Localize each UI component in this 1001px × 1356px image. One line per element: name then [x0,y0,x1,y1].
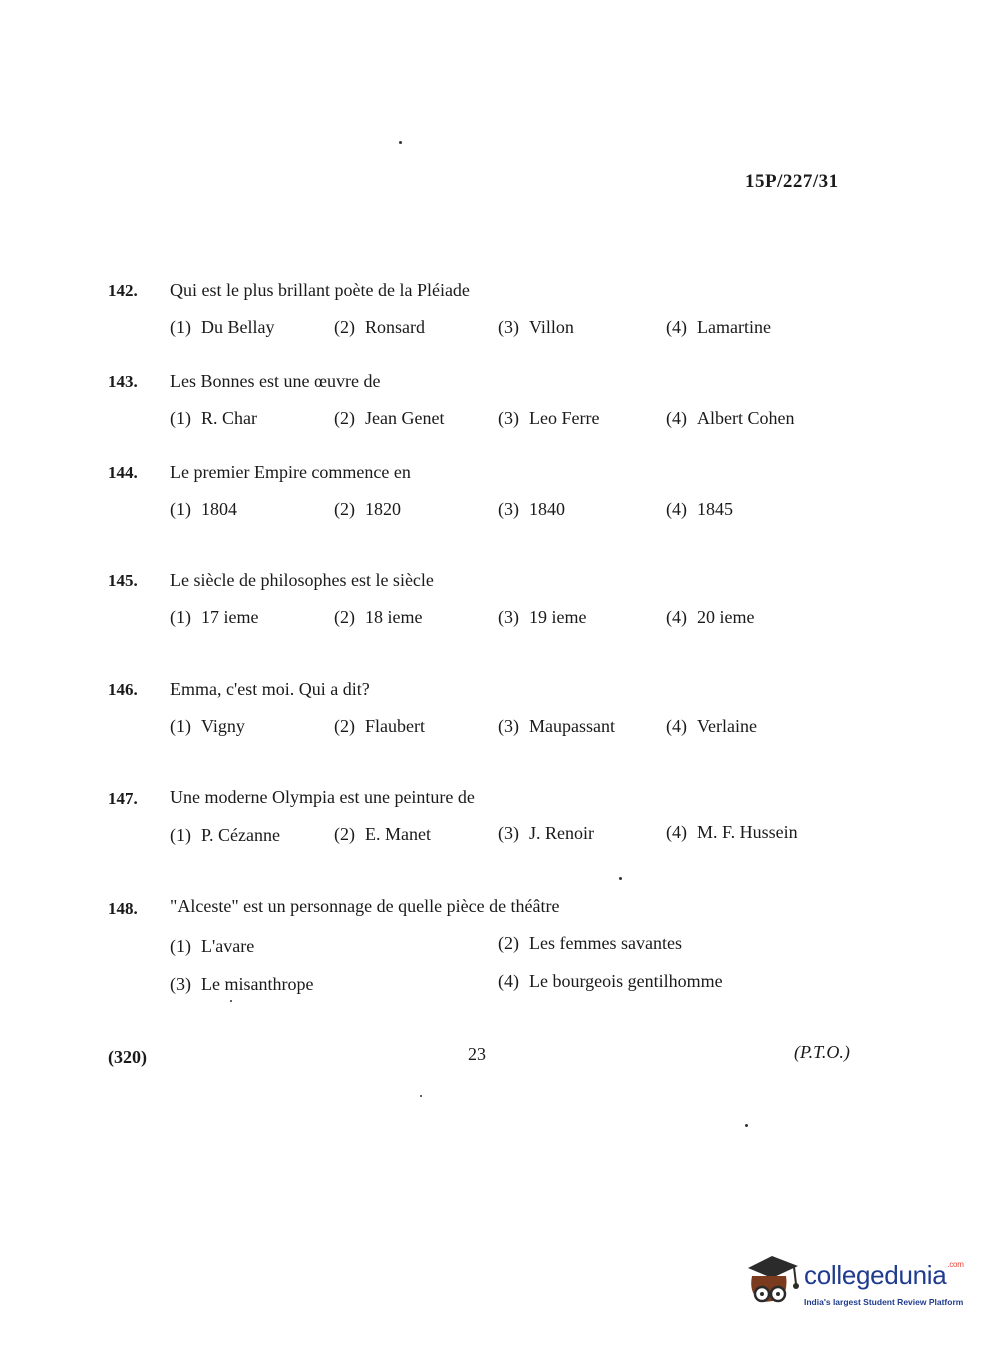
option: (2) Ronsard [334,317,425,337]
question-text: Les Bonnes est une œuvre de [170,371,381,391]
question-number: 146. [108,680,138,699]
paper-code: 15P/227/31 [745,171,839,192]
option: (1) R. Char [170,408,257,428]
scan-speck [399,141,402,144]
question-text: Une moderne Olympia est une peinture de [170,787,475,807]
option: (2) Les femmes savantes [498,933,682,953]
question-text: Emma, c'est moi. Qui a dit? [170,679,370,699]
option: (1) L'avare [170,936,255,956]
option: (3) Maupassant [498,716,615,736]
question-number: 143. [108,372,138,391]
option: (4) 20 ieme [666,607,755,627]
brand-name: collegedunia$^{.com}$ [804,1260,964,1290]
option: (2) E. Manet [334,824,431,844]
option: (1) Du Bellay [170,317,275,337]
brand-tagline: India's largest Student Review Platform [804,1297,964,1307]
question-number: 147. [108,789,138,808]
pto-label: (P.T.O.) [794,1042,850,1062]
collegedunia-logo [742,1250,972,1320]
option: (3) Leo Ferre [498,408,600,428]
option: (2) Jean Genet [334,408,445,428]
option: (4) Albert Cohen [666,408,795,428]
question-text: Qui est le plus brillant poète de la Pléiade [170,280,470,300]
option: (4) 1845 [666,499,733,519]
option: (4) M. F. Hussein [666,822,798,842]
option: (3) J. Renoir [498,823,594,843]
option: (4) Lamartine [666,317,771,337]
option: (2) 1820 [334,499,401,519]
option: (2) Flaubert [334,716,425,736]
scan-speck [619,877,622,880]
question-text: Le premier Empire commence en [170,462,411,482]
option: (1) 1804 [170,499,237,519]
question-number: 148. [108,899,138,918]
question-number: 145. [108,571,138,590]
option: (3) 19 ieme [498,607,587,627]
mascot-icon [742,1250,800,1312]
scan-speck [230,1000,232,1002]
question-text: Le siècle de philosophes est le siècle [170,570,434,590]
option: (2) 18 ieme [334,607,423,627]
question-text: "Alceste" est un personnage de quelle pièce de théâtre [170,896,560,916]
option: (1) Vigny [170,716,245,736]
scan-speck [420,1095,422,1097]
option: (1) 17 ieme [170,607,259,627]
option: (3) Le misanthrope [170,974,314,994]
scan-speck [745,1124,748,1127]
option: (1) P. Cézanne [170,825,280,845]
question-number: 144. [108,463,138,482]
option: (4) Verlaine [666,716,757,736]
option: (3) 1840 [498,499,565,519]
question-number: 142. [108,281,138,300]
option: (3) Villon [498,317,574,337]
booklet-number: (320) [108,1047,147,1067]
page-number: 23 [468,1044,486,1064]
option: (4) Le bourgeois gentilhomme [498,971,723,991]
